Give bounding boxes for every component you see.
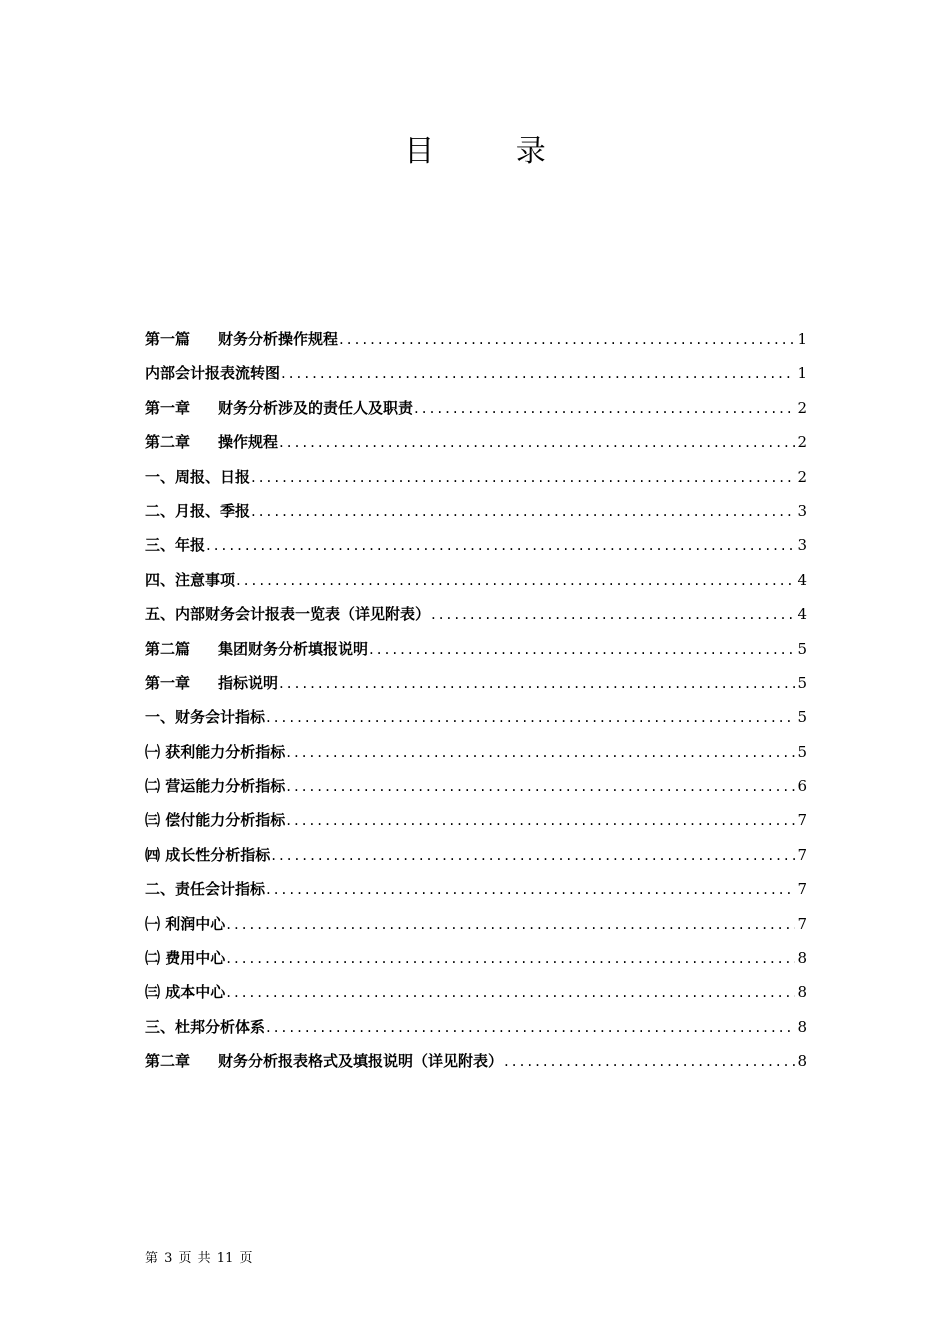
toc-text: ㈠ 获利能力分析指标	[145, 742, 286, 761]
toc-page-number: 8	[797, 1052, 807, 1071]
toc-text: 一、财务会计指标	[145, 708, 266, 727]
toc-text: ㈡ 营运能力分析指标	[145, 777, 286, 796]
toc-entry[interactable]	[145, 460, 807, 494]
toc-entry[interactable]	[145, 528, 807, 562]
toc-entry[interactable]	[145, 872, 807, 906]
toc-page-number: 5	[797, 708, 807, 727]
toc-prefix: 第一篇	[145, 330, 191, 348]
toc-text: ㈣ 成长性分析指标	[145, 845, 271, 864]
toc-leader	[250, 460, 795, 494]
toc-leader	[503, 1044, 795, 1078]
table-of-contents	[145, 322, 807, 1079]
toc-text: 三、杜邦分析体系	[145, 1017, 266, 1036]
toc-text: 一、周报、日报	[145, 467, 251, 486]
toc-entry[interactable]	[145, 391, 807, 425]
toc-text: ㈡ 费用中心	[145, 949, 226, 968]
toc-leader	[265, 700, 795, 734]
toc-page-number: 2	[797, 398, 807, 417]
toc-leader	[265, 1010, 795, 1044]
toc-entry[interactable]	[145, 803, 807, 837]
toc-page-number: 7	[797, 845, 807, 864]
toc-leader	[225, 975, 795, 1009]
toc-leader	[278, 425, 795, 459]
toc-leader	[205, 528, 795, 562]
toc-entry[interactable]	[145, 666, 807, 700]
toc-entry[interactable]	[145, 907, 807, 941]
toc-page-number: 3	[797, 501, 807, 520]
toc-leader	[235, 563, 795, 597]
toc-leader	[265, 872, 795, 906]
toc-leader	[270, 838, 795, 872]
toc-prefix: 第二章	[145, 433, 191, 452]
toc-entry[interactable]	[145, 838, 807, 872]
toc-page-number: 7	[797, 811, 807, 830]
toc-text: ㈠ 利润中心	[145, 914, 226, 933]
toc-text: 财务分析操作规程	[218, 330, 339, 348]
toc-leader	[250, 494, 795, 528]
toc-entry[interactable]	[145, 322, 807, 356]
toc-entry[interactable]	[145, 597, 807, 631]
toc-page-number: 8	[797, 1017, 807, 1036]
page-footer: 第 3 页 共 11 页	[145, 1251, 253, 1266]
toc-leader	[285, 735, 795, 769]
toc-prefix: 第一章	[145, 673, 191, 692]
toc-text: 二、责任会计指标	[145, 880, 266, 899]
toc-entry[interactable]	[145, 356, 807, 390]
toc-text: 集团财务分析填报说明	[218, 639, 369, 658]
toc-text: 指标说明	[218, 673, 279, 692]
toc-entry[interactable]	[145, 632, 807, 666]
toc-leader	[338, 322, 795, 356]
toc-text: 操作规程	[218, 433, 279, 452]
toc-leader	[225, 941, 795, 975]
toc-text: 内部会计报表流转图	[145, 364, 281, 383]
toc-leader	[285, 803, 795, 837]
toc-text: 二、月报、季报	[145, 501, 251, 520]
toc-leader	[280, 356, 795, 390]
toc-text: 三、年报	[145, 536, 206, 555]
toc-page-number: 7	[797, 880, 807, 899]
toc-page-number: 5	[797, 742, 807, 761]
toc-entry[interactable]	[145, 1010, 807, 1044]
toc-entry[interactable]	[145, 563, 807, 597]
toc-page-number: 5	[797, 673, 807, 692]
toc-page-number: 5	[797, 639, 807, 658]
toc-text: 财务分析涉及的责任人及职责	[218, 398, 414, 417]
toc-page-number: 8	[797, 983, 807, 1002]
toc-page-number: 1	[797, 364, 807, 383]
toc-text: 四、注意事项	[145, 570, 236, 589]
toc-entry[interactable]	[145, 494, 807, 528]
toc-entry[interactable]	[145, 941, 807, 975]
toc-text: 五、内部财务会计报表一览表（详见附表）	[145, 605, 431, 624]
toc-leader	[225, 907, 795, 941]
toc-entry[interactable]	[145, 700, 807, 734]
toc-prefix: 第二篇	[145, 639, 191, 658]
toc-page-number: 6	[797, 777, 807, 796]
toc-page-number: 2	[797, 433, 807, 452]
toc-page-number: 4	[797, 605, 807, 624]
toc-page-number: 4	[797, 570, 807, 589]
toc-entry[interactable]	[145, 975, 807, 1009]
toc-entry[interactable]	[145, 735, 807, 769]
toc-leader	[278, 666, 795, 700]
toc-entry[interactable]	[145, 1044, 807, 1078]
toc-page-number: 8	[797, 949, 807, 968]
toc-page-number: 7	[797, 914, 807, 933]
toc-leader	[413, 391, 795, 425]
toc-prefix: 第一章	[145, 398, 191, 417]
toc-leader	[285, 769, 795, 803]
toc-prefix: 第二章	[145, 1052, 191, 1071]
toc-entry[interactable]	[145, 769, 807, 803]
toc-text: ㈢ 偿付能力分析指标	[145, 811, 286, 830]
page-title: 目 录	[404, 134, 582, 169]
toc-text: ㈢ 成本中心	[145, 983, 226, 1002]
toc-page-number: 3	[797, 536, 807, 555]
toc-text: 财务分析报表格式及填报说明（详见附表）	[218, 1052, 504, 1071]
toc-entry[interactable]	[145, 425, 807, 459]
toc-page-number: 2	[797, 467, 807, 486]
toc-leader	[430, 597, 795, 631]
toc-leader	[368, 632, 795, 666]
toc-page-number: 1	[797, 330, 807, 348]
